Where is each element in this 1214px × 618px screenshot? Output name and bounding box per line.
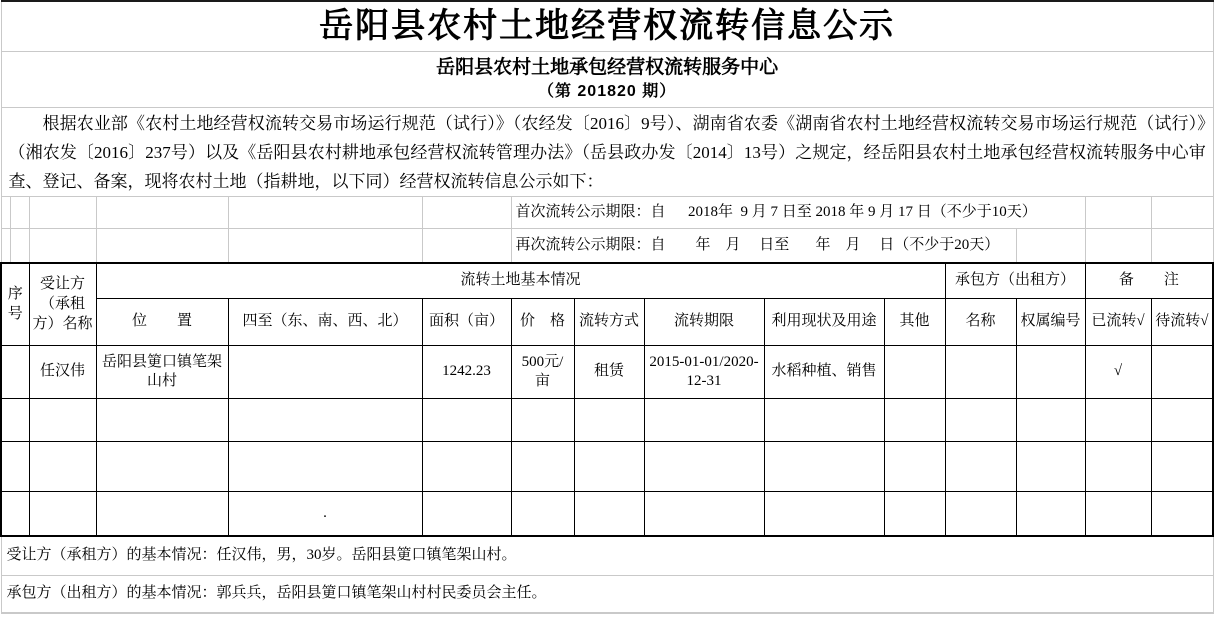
cell-price: 500元/亩 [511,345,574,398]
cell-method [574,491,644,536]
first-period-row [1,196,1213,228]
header-bounds: 四至（东、南、西、北） [228,298,422,345]
header-lessee: 受让方（承租方）名称 [29,263,96,345]
group-header-row [1,263,1213,298]
cell-term [644,398,764,441]
table-row [1,441,1213,491]
header-ownership-no: 权属编号 [1016,298,1085,345]
cell-usage [764,491,884,536]
cell-lessor-name [945,398,1016,441]
spacer-cell [96,228,228,263]
cell-transferred-check [1085,491,1151,536]
cell-lessee [29,491,96,536]
header-lessor-group: 承包方（出租方） [945,263,1085,298]
spacer-cell [422,196,511,228]
cell-usage [764,441,884,491]
cell-usage: 水稻种植、销售 [764,345,884,398]
lessor-info-row [1,575,1213,613]
second-period-row [1,228,1213,263]
header-transferred: 已流转√ [1085,298,1151,345]
cell-bounds [228,398,422,441]
header-price: 价 格 [511,298,574,345]
first-transfer-period: 首次流转公示期限：自 2018年 9 月 7 日至 2018 年 9 月 17 日（不少于10天） [511,196,1085,228]
cell-ownership-no [1016,491,1085,536]
cell-area: 1242.23 [422,345,511,398]
cell-bounds: . [228,491,422,536]
header-pending: 待流转√ [1151,298,1213,345]
cell-lessee [29,398,96,441]
cell-method [574,441,644,491]
cell-lessee [29,441,96,491]
cell-other [884,441,945,491]
lessee-basic-info: 受让方（承租方）的基本情况：任汉伟，男，30岁。岳阳县筻口镇笔架山村。 [1,536,1213,575]
cell-location [96,491,228,536]
cell-lessor-name [945,345,1016,398]
cell-term [644,441,764,491]
spacer-cell [10,228,29,263]
spacer-cell [29,196,96,228]
cell-area [422,491,511,536]
spacer-cell [1085,228,1151,263]
spacer-cell [29,228,96,263]
cell-lessor-name [945,491,1016,536]
cell-term: 2015-01-01/2020-12-31 [644,345,764,398]
header-lessor-name: 名称 [945,298,1016,345]
cell-location: 岳阳县筻口镇笔架山村 [96,345,228,398]
spacer-cell [10,196,29,228]
cell-usage [764,398,884,441]
cell-ownership-no [1016,398,1085,441]
cell-area [422,441,511,491]
intro-cell [1,107,1213,196]
cell-lessor-name [945,441,1016,491]
cell-method [574,398,644,441]
table-row [1,345,1213,398]
header-land-basic-info: 流转土地基本情况 [96,263,945,298]
cell-other [884,491,945,536]
cell-transferred-check [1085,441,1151,491]
second-transfer-period: 再次流转公示期限：自 年 月 日至 年 月 日（不少于20天） [511,228,1016,263]
cell-seq [1,441,29,491]
page-title: 岳阳县农村土地经营权流转信息公示 [319,7,896,46]
cell-pending-check [1151,398,1213,441]
spacer-cell [1085,196,1151,228]
cell-area [422,398,511,441]
table-row [1,491,1213,536]
header-method: 流转方式 [574,298,644,345]
lessor-basic-info: 承包方（出租方）的基本情况：郭兵兵，岳阳县筻口镇笔架山村村民委员会主任。 [1,575,1213,613]
cell-transferred-check: √ [1085,345,1151,398]
title-row [1,1,1213,51]
header-remark-group: 备 注 [1085,263,1213,298]
spacer-cell [422,228,511,263]
header-location: 位 置 [96,298,228,345]
cell-ownership-no [1016,345,1085,398]
header-seq: 序号 [1,263,29,345]
cell-bounds [228,345,422,398]
cell-other [884,398,945,441]
cell-price [511,441,574,491]
intro-paragraph: 根据农业部《农村土地经营权流转交易市场运行规范（试行）》（农经发〔2016〕9号）、湖南省农委《湖南省农村土地经营权流转交易市场运行规范（试行）》（湘农发〔2016〕237号）以及《岳阳县农村耕地承包经营权流转管理办法》（岳县政办发〔2014〕13号）之规定，经岳阳县农村土地承包经营权流转服务中心审查、登记、备案，现将农村土地（指耕地，以下同）经营权流转信息公示如下： [8,113,1206,191]
cell-ownership-no [1016,441,1085,491]
cell-location [96,441,228,491]
subtitle-cell [1,51,1213,107]
spacer-cell [1,228,10,263]
sub-header-row [1,298,1213,345]
spacer-cell [228,196,422,228]
cell-transferred-check [1085,398,1151,441]
lessee-info-row [1,536,1213,575]
spacer-cell [1151,228,1213,263]
service-center-name: 岳阳县农村土地承包经营权流转服务中心 [436,57,779,78]
cell-seq [1,398,29,441]
cell-location [96,398,228,441]
header-term: 流转期限 [644,298,764,345]
spacer-cell [1,196,10,228]
intro-row [1,107,1213,196]
issue-number: （第 201820 期） [537,83,677,100]
header-other: 其他 [884,298,945,345]
cell-pending-check [1151,345,1213,398]
header-usage: 利用现状及用途 [764,298,884,345]
spacer-cell [228,228,422,263]
spacer-cell [96,196,228,228]
cell-price [511,398,574,441]
cell-other [884,345,945,398]
cell-pending-check [1151,441,1213,491]
cell-price [511,491,574,536]
cell-seq [1,345,29,398]
cell-method: 租赁 [574,345,644,398]
table-row [1,398,1213,441]
spacer-cell [1016,228,1085,263]
cell-lessee: 任汉伟 [29,345,96,398]
spacer-cell [1151,196,1213,228]
subtitle-row [1,51,1213,107]
title-cell [1,1,1213,51]
cell-bounds [228,441,422,491]
cell-pending-check [1151,491,1213,536]
header-area: 面积（亩） [422,298,511,345]
cell-term [644,491,764,536]
cell-seq [1,491,29,536]
